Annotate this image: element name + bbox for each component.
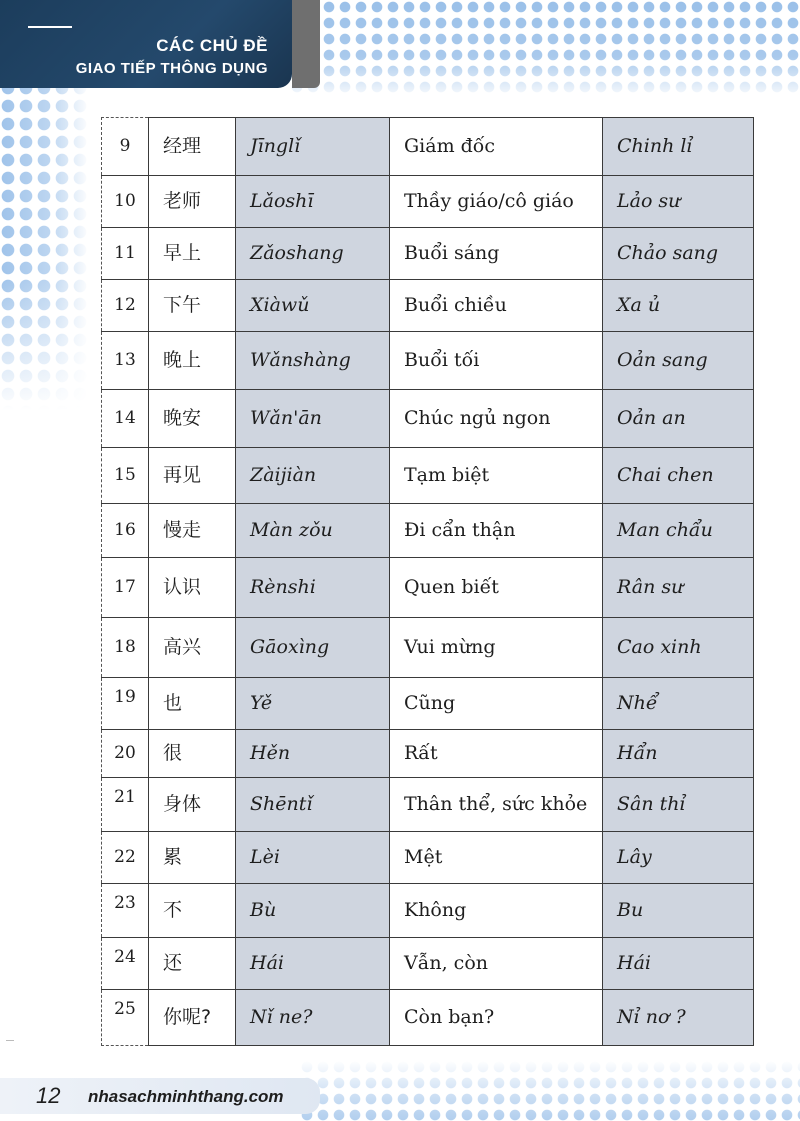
top-dot-fade	[290, 0, 800, 95]
vocab-row	[102, 678, 754, 730]
row-number: 24	[102, 938, 149, 990]
reading-cell: Chảo sang	[603, 228, 754, 280]
pinyin-cell: Xiàwǔ	[236, 280, 390, 332]
pinyin-cell: Yě	[236, 678, 390, 730]
row-number: 13	[102, 332, 149, 390]
pinyin-cell: Zàijiàn	[236, 448, 390, 504]
reading-cell: Sân thỉ	[603, 778, 754, 832]
vocabulary-table-body	[102, 118, 754, 1046]
hanzi-cell: 身体	[149, 778, 236, 832]
vocab-row	[102, 332, 754, 390]
header-rule	[28, 26, 72, 28]
reading-cell: Xa ủ	[603, 280, 754, 332]
pinyin-cell: Wǎn'ān	[236, 390, 390, 448]
website-link[interactable]: nhasachminhthang.com	[88, 1087, 284, 1106]
reading-cell: Bu	[603, 884, 754, 938]
reading-cell: Lây	[603, 832, 754, 884]
vietnamese-cell: Cũng	[390, 678, 603, 730]
hanzi-cell: 认识	[149, 558, 236, 618]
pinyin-cell: Bù	[236, 884, 390, 938]
row-number: 19	[102, 678, 149, 730]
row-number: 25	[102, 990, 149, 1046]
hanzi-cell: 早上	[149, 228, 236, 280]
vietnamese-cell: Giám đốc	[390, 118, 603, 176]
reading-cell: Lảo sư	[603, 176, 754, 228]
hanzi-cell: 不	[149, 884, 236, 938]
row-number: 10	[102, 176, 149, 228]
vocab-row	[102, 990, 754, 1046]
header-title-line1: CÁC CHỦ ĐỀ	[156, 36, 268, 55]
vocab-row	[102, 504, 754, 558]
vietnamese-cell: Thân thể, sức khỏe	[390, 778, 603, 832]
pinyin-cell: Hái	[236, 938, 390, 990]
pinyin-cell: Jīnglǐ	[236, 118, 390, 176]
vietnamese-cell: Còn bạn?	[390, 990, 603, 1046]
vocab-row	[102, 730, 754, 778]
hanzi-cell: 慢走	[149, 504, 236, 558]
row-number: 22	[102, 832, 149, 884]
hanzi-cell: 也	[149, 678, 236, 730]
reading-cell: Oản sang	[603, 332, 754, 390]
reading-cell: Rân sư	[603, 558, 754, 618]
hanzi-cell: 累	[149, 832, 236, 884]
pinyin-cell: Lǎoshī	[236, 176, 390, 228]
row-number: 11	[102, 228, 149, 280]
pinyin-cell: Gāoxìng	[236, 618, 390, 678]
row-number: 16	[102, 504, 149, 558]
reading-cell: Man chẩu	[603, 504, 754, 558]
row-number: 23	[102, 884, 149, 938]
vocab-row	[102, 228, 754, 280]
vietnamese-cell: Đi cẩn thận	[390, 504, 603, 558]
vocab-row	[102, 778, 754, 832]
hanzi-cell: 经理	[149, 118, 236, 176]
reading-cell: Oản an	[603, 390, 754, 448]
pinyin-cell: Màn zǒu	[236, 504, 390, 558]
vocab-row	[102, 280, 754, 332]
vietnamese-cell: Rất	[390, 730, 603, 778]
vocab-row	[102, 448, 754, 504]
hanzi-cell: 你呢?	[149, 990, 236, 1046]
reading-cell: Cao xinh	[603, 618, 754, 678]
vietnamese-cell: Buổi chiều	[390, 280, 603, 332]
hanzi-cell: 很	[149, 730, 236, 778]
row-number: 9	[102, 118, 149, 176]
vocab-row	[102, 884, 754, 938]
vocab-row	[102, 118, 754, 176]
hanzi-cell: 再见	[149, 448, 236, 504]
vietnamese-cell: Mệt	[390, 832, 603, 884]
vietnamese-cell: Không	[390, 884, 603, 938]
vocabulary-table	[101, 117, 754, 1046]
pinyin-cell: Rènshi	[236, 558, 390, 618]
pinyin-cell: Wǎnshàng	[236, 332, 390, 390]
vietnamese-cell: Tạm biệt	[390, 448, 603, 504]
reading-cell: Chai chen	[603, 448, 754, 504]
vocab-row	[102, 938, 754, 990]
reading-cell: Hẩn	[603, 730, 754, 778]
margin-mark	[6, 1040, 14, 1041]
row-number: 15	[102, 448, 149, 504]
header-title-line2: GIAO TIẾP THÔNG DỤNG	[75, 60, 268, 77]
hanzi-cell: 高兴	[149, 618, 236, 678]
pinyin-cell: Shēntǐ	[236, 778, 390, 832]
pinyin-cell: Zǎoshang	[236, 228, 390, 280]
reading-cell: Nỉ nơ ?	[603, 990, 754, 1046]
row-number: 17	[102, 558, 149, 618]
vocab-row	[102, 176, 754, 228]
vietnamese-cell: Vẫn, còn	[390, 938, 603, 990]
pinyin-cell: Hěn	[236, 730, 390, 778]
row-number: 21	[102, 778, 149, 832]
vietnamese-cell: Buổi sáng	[390, 228, 603, 280]
vocab-row	[102, 832, 754, 884]
reading-cell: Nhể	[603, 678, 754, 730]
pinyin-cell: Lèi	[236, 832, 390, 884]
reading-cell: Hái	[603, 938, 754, 990]
hanzi-cell: 下午	[149, 280, 236, 332]
vietnamese-cell: Thầy giáo/cô giáo	[390, 176, 603, 228]
reading-cell: Chinh lỉ	[603, 118, 754, 176]
vietnamese-cell: Buổi tối	[390, 332, 603, 390]
row-number: 18	[102, 618, 149, 678]
row-number: 14	[102, 390, 149, 448]
vocab-row	[102, 390, 754, 448]
vietnamese-cell: Vui mừng	[390, 618, 603, 678]
hanzi-cell: 晚安	[149, 390, 236, 448]
pinyin-cell: Nǐ ne?	[236, 990, 390, 1046]
row-number: 20	[102, 730, 149, 778]
bottom-dot-fade	[300, 1060, 800, 1121]
vocab-row	[102, 618, 754, 678]
vietnamese-cell: Chúc ngủ ngon	[390, 390, 603, 448]
left-dot-fade	[0, 80, 90, 410]
vocab-row	[102, 558, 754, 618]
hanzi-cell: 老师	[149, 176, 236, 228]
page-number: 12	[36, 1083, 61, 1108]
row-number: 12	[102, 280, 149, 332]
header-banner	[0, 0, 292, 88]
hanzi-cell: 晚上	[149, 332, 236, 390]
header-tab-accent	[292, 0, 320, 88]
hanzi-cell: 还	[149, 938, 236, 990]
vietnamese-cell: Quen biết	[390, 558, 603, 618]
